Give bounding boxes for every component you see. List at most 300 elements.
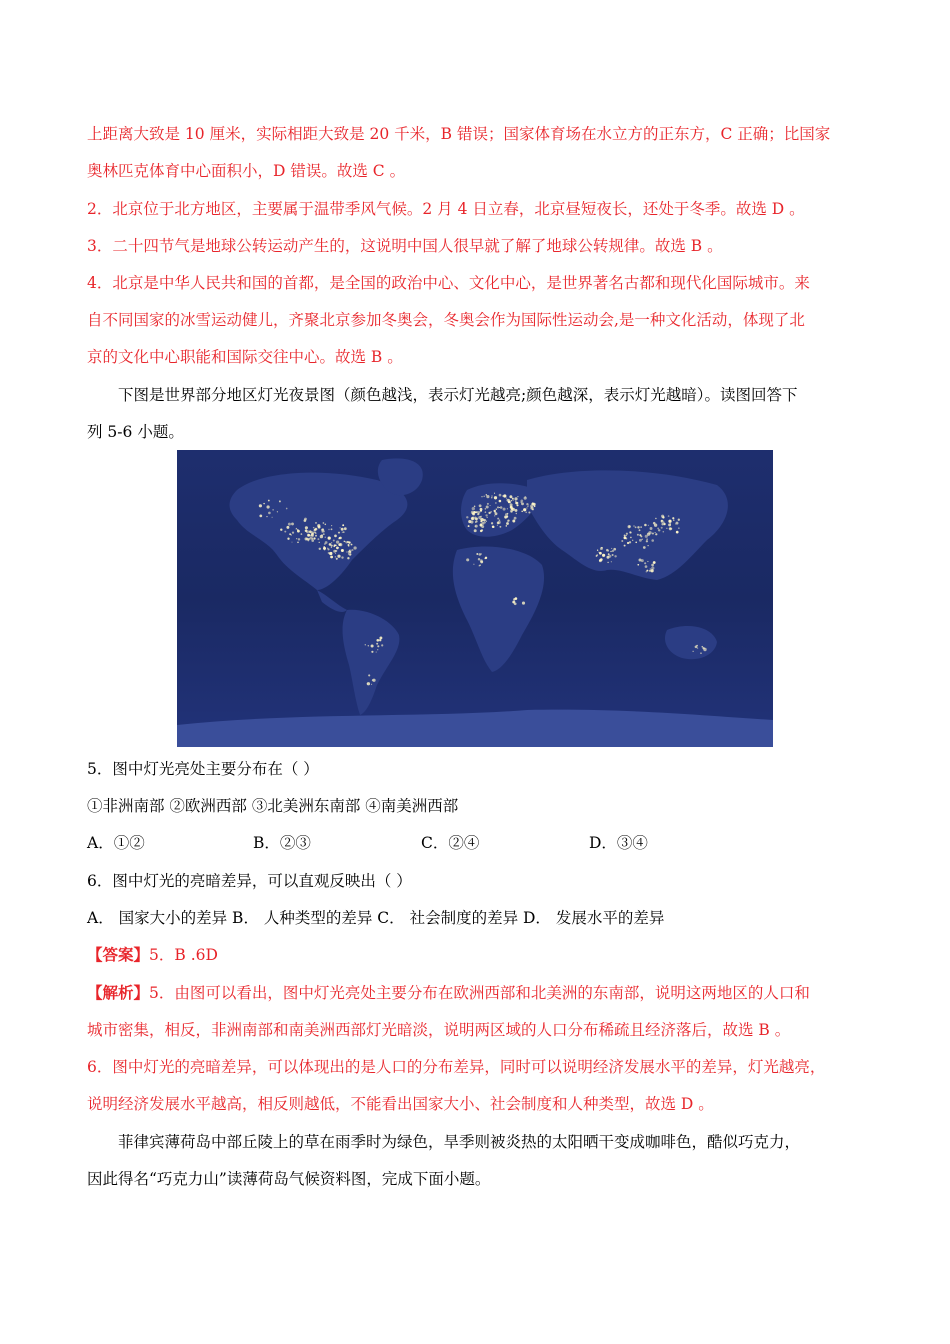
- city-light: [476, 520, 478, 522]
- answer-text: 5．B .6D: [149, 946, 218, 964]
- city-light: [319, 548, 321, 550]
- city-light: [301, 533, 303, 535]
- night-lights-world-map: [177, 450, 773, 747]
- city-light: [602, 554, 605, 557]
- city-light: [311, 539, 314, 542]
- city-light: [336, 546, 339, 549]
- city-light: [650, 527, 653, 530]
- city-light: [608, 555, 611, 558]
- city-light: [335, 553, 336, 554]
- city-light: [308, 538, 310, 540]
- city-light: [266, 516, 267, 517]
- analysis-cont-line-1: 上距离大致是 10 厘米，实际相距大致是 20 千米，B 错误；国家体育场在水立方的正东方，C 正确；比国家: [87, 125, 831, 143]
- city-light: [653, 561, 656, 564]
- city-light: [335, 556, 336, 557]
- city-light: [472, 507, 475, 510]
- city-light: [328, 529, 329, 530]
- city-light: [475, 525, 478, 528]
- city-light: [507, 521, 508, 522]
- city-light: [514, 497, 517, 500]
- city-light: [334, 544, 336, 546]
- city-light: [268, 512, 271, 515]
- city-light: [468, 525, 470, 527]
- city-light: [333, 539, 335, 541]
- city-light: [330, 556, 333, 559]
- city-light: [644, 524, 647, 527]
- city-light: [608, 550, 609, 551]
- city-light: [507, 513, 508, 514]
- q5-option-b: B．②③: [253, 834, 311, 852]
- city-light: [349, 553, 352, 556]
- city-light: [368, 674, 370, 676]
- city-light: [485, 511, 487, 513]
- q5-option-c: C．②④: [421, 834, 480, 852]
- city-light: [287, 538, 289, 540]
- city-light: [663, 522, 664, 523]
- city-light: [480, 510, 482, 512]
- city-light: [515, 501, 516, 502]
- city-light: [476, 553, 478, 555]
- city-light: [376, 643, 378, 645]
- intro-line-2: 列 5-6 小题。: [87, 423, 184, 441]
- city-light: [315, 535, 317, 537]
- city-light: [526, 503, 528, 505]
- city-light: [321, 529, 324, 532]
- city-light: [630, 537, 632, 539]
- city-light: [315, 522, 317, 524]
- city-light: [629, 541, 631, 543]
- city-light: [599, 552, 602, 555]
- city-light: [297, 529, 299, 531]
- city-light: [624, 545, 626, 547]
- city-light: [504, 515, 507, 518]
- city-light: [327, 548, 328, 549]
- city-light: [515, 597, 518, 600]
- city-light: [472, 513, 474, 515]
- city-light: [701, 646, 703, 648]
- analysis-text-1: 5．由图可以看出，图中灯光亮处主要分布在欧洲西部和北美洲的东南部，说明这两地区的人口和: [149, 984, 810, 1002]
- city-light: [663, 523, 665, 525]
- city-light: [494, 493, 495, 494]
- city-light: [626, 533, 628, 535]
- city-light: [259, 504, 262, 507]
- city-light: [341, 528, 344, 531]
- city-light: [486, 494, 487, 495]
- city-light: [342, 524, 344, 526]
- city-light: [512, 498, 514, 500]
- analysis-item-4-line-3: 京的文化中心职能和国际交往中心。故选 B 。: [87, 348, 403, 366]
- city-light: [598, 552, 599, 553]
- city-light: [517, 496, 518, 497]
- city-light: [331, 545, 333, 547]
- answer-line: [87, 944, 218, 966]
- city-light: [597, 550, 598, 551]
- city-light: [466, 516, 468, 518]
- city-light: [695, 645, 698, 648]
- city-light: [344, 527, 347, 530]
- city-light: [494, 510, 496, 512]
- city-light: [517, 502, 519, 504]
- city-light: [474, 529, 477, 532]
- city-light: [480, 524, 483, 527]
- q5-option-a: A．①②: [87, 834, 145, 852]
- city-light: [607, 562, 608, 563]
- city-light: [342, 532, 343, 533]
- city-light: [613, 548, 616, 551]
- city-light: [642, 539, 643, 540]
- city-light: [325, 537, 326, 538]
- city-light: [640, 526, 641, 527]
- city-light: [341, 549, 344, 552]
- q5-stem: 5．图中灯光亮处主要分布在（ ）: [87, 760, 319, 778]
- city-light: [628, 525, 630, 527]
- city-light: [661, 520, 664, 523]
- city-light: [485, 508, 486, 509]
- city-light: [599, 559, 601, 561]
- city-light: [514, 517, 517, 520]
- analysis-item-3: 3．二十四节气是地球公转运动产生的，这说明中国人很早就了解了地球公转规律。故选 B 。: [87, 237, 723, 255]
- city-light: [506, 525, 508, 527]
- city-light: [497, 525, 498, 526]
- analysis-line-2: 城市密集，相反，非洲南部和南美洲西部灯光暗淡，说明两区域的人口分布稀疏且经济落后，故选 B 。: [87, 1021, 791, 1039]
- city-light: [353, 546, 356, 549]
- city-light: [346, 551, 347, 552]
- city-light: [525, 511, 527, 513]
- city-light: [310, 537, 313, 540]
- city-light: [331, 525, 332, 526]
- city-light: [512, 499, 513, 500]
- city-light: [521, 502, 522, 503]
- city-light: [491, 497, 492, 498]
- city-light: [611, 548, 612, 549]
- city-light: [348, 544, 350, 546]
- city-light: [512, 508, 515, 511]
- city-light: [371, 684, 372, 685]
- city-light: [655, 533, 657, 535]
- city-light: [365, 644, 366, 645]
- city-light: [601, 547, 603, 549]
- q6-stem: 6．图中灯光的亮暗差异，可以直观反映出（ ）: [87, 872, 412, 890]
- city-light: [678, 519, 680, 521]
- city-light: [320, 535, 323, 538]
- city-light: [651, 566, 654, 569]
- city-light: [351, 549, 353, 551]
- city-light: [480, 559, 483, 562]
- city-light: [484, 522, 485, 523]
- city-light: [367, 682, 370, 685]
- city-light: [497, 506, 499, 508]
- city-light: [527, 506, 528, 507]
- city-light: [528, 511, 530, 513]
- city-light: [336, 558, 338, 560]
- city-light: [494, 496, 497, 499]
- city-light: [490, 511, 491, 512]
- city-light: [340, 544, 341, 545]
- city-light: [331, 542, 332, 543]
- city-light: [668, 515, 670, 517]
- city-light: [296, 528, 297, 529]
- city-light: [372, 679, 375, 682]
- city-light: [644, 562, 646, 564]
- city-light: [653, 522, 656, 525]
- next-intro-line-1: 菲律宾薄荷岛中部丘陵上的草在雨季时为绿色，旱季则被炎热的太阳晒干变成咖啡色，酷似巧克力，: [118, 1133, 801, 1151]
- city-light: [499, 494, 502, 497]
- city-light: [608, 553, 610, 555]
- city-light: [291, 542, 292, 543]
- city-light: [521, 510, 523, 512]
- city-light: [483, 496, 485, 498]
- city-light: [336, 540, 339, 543]
- city-light: [646, 540, 648, 542]
- city-light: [473, 564, 474, 565]
- city-light: [614, 555, 616, 557]
- city-light: [376, 652, 377, 653]
- city-light: [488, 512, 490, 514]
- city-light: [296, 538, 297, 539]
- city-light: [485, 514, 487, 516]
- city-light: [340, 527, 341, 528]
- city-light: [645, 565, 648, 568]
- city-light: [516, 513, 517, 514]
- city-light: [263, 503, 264, 504]
- city-light: [486, 505, 489, 508]
- q5-choices: ①非洲南部 ②欧洲西部 ③北美洲东南部 ④南美洲西部: [87, 797, 459, 815]
- city-light: [280, 529, 282, 531]
- city-light: [630, 532, 632, 534]
- city-light: [487, 503, 489, 505]
- city-light: [479, 565, 481, 567]
- city-light: [490, 505, 491, 506]
- city-light: [668, 520, 671, 523]
- city-light: [525, 496, 526, 497]
- city-light: [307, 534, 310, 537]
- city-light: [331, 528, 333, 530]
- city-light: [481, 496, 482, 497]
- city-light: [379, 639, 381, 641]
- city-light: [503, 508, 506, 511]
- city-light: [493, 526, 495, 528]
- city-light: [272, 509, 273, 510]
- city-light: [637, 526, 639, 528]
- city-light: [297, 542, 299, 544]
- city-light: [511, 500, 512, 501]
- next-intro-line-2: 因此得名“巧克力山”读薄荷岛气候资料图，完成下面小题。: [87, 1170, 491, 1188]
- answer-label: 【答案】: [87, 945, 150, 964]
- city-light: [487, 517, 488, 518]
- city-light: [650, 568, 652, 570]
- city-light: [647, 561, 648, 562]
- city-light: [315, 532, 317, 534]
- city-light: [635, 541, 637, 543]
- city-light: [313, 537, 315, 539]
- city-light: [317, 538, 319, 540]
- city-light: [649, 570, 651, 572]
- city-light: [348, 541, 350, 543]
- city-light: [596, 555, 598, 557]
- city-light: [624, 536, 627, 539]
- city-light: [499, 526, 501, 528]
- city-light: [479, 504, 482, 507]
- city-light: [506, 522, 509, 525]
- city-light: [648, 525, 649, 526]
- analysis-item-4-line-2: 自不同国家的冰雪运动健儿，齐聚北京参加冬奥会，冬奥会作为国际性运动会,是一种文化活动，体现了北: [87, 311, 805, 329]
- city-light: [635, 526, 637, 528]
- city-light: [381, 644, 383, 646]
- city-light: [507, 508, 508, 509]
- city-light: [643, 546, 646, 549]
- city-light: [324, 546, 325, 547]
- city-light: [610, 551, 611, 552]
- analysis-line-1: [87, 982, 810, 1004]
- city-light: [530, 505, 533, 508]
- city-light: [506, 498, 507, 499]
- city-light: [272, 517, 273, 518]
- city-light: [672, 517, 674, 519]
- city-light: [474, 506, 476, 508]
- city-light: [324, 543, 326, 545]
- city-light: [470, 520, 473, 523]
- city-light: [637, 534, 639, 536]
- city-light: [305, 529, 308, 532]
- city-light: [496, 508, 497, 509]
- city-light: [640, 535, 642, 537]
- city-light: [515, 509, 518, 512]
- city-light: [647, 545, 648, 546]
- city-light: [480, 519, 481, 520]
- city-light: [329, 552, 332, 555]
- city-light: [499, 507, 500, 508]
- city-light: [475, 517, 478, 520]
- city-light: [678, 527, 679, 528]
- city-light: [371, 644, 374, 647]
- city-light: [318, 526, 321, 529]
- city-light: [486, 521, 487, 522]
- city-light: [314, 529, 317, 532]
- city-light: [476, 511, 478, 513]
- city-light: [512, 520, 515, 523]
- city-light: [377, 649, 378, 650]
- city-light: [377, 645, 379, 647]
- city-light: [347, 557, 349, 559]
- city-light: [344, 541, 345, 542]
- city-light: [466, 558, 469, 561]
- city-light: [521, 502, 524, 505]
- city-light: [371, 651, 373, 653]
- city-light: [343, 531, 345, 533]
- city-light: [341, 556, 343, 558]
- city-light: [376, 639, 379, 642]
- city-light: [305, 526, 308, 529]
- city-light: [286, 508, 288, 510]
- city-light: [700, 653, 701, 654]
- city-light: [523, 508, 526, 511]
- city-light: [477, 513, 479, 515]
- city-light: [497, 518, 499, 520]
- city-light: [626, 535, 627, 536]
- city-light: [284, 531, 286, 533]
- city-light: [259, 515, 262, 518]
- city-light: [311, 531, 314, 534]
- city-light: [323, 547, 326, 550]
- analysis-cont-line-2: 奥林匹克体育中心面积小，D 错误。故选 C 。: [87, 162, 406, 180]
- city-light: [661, 527, 663, 529]
- city-light: [483, 519, 486, 522]
- city-light: [305, 537, 308, 540]
- city-light: [279, 500, 281, 502]
- map-graphic: [177, 450, 773, 747]
- city-light: [491, 522, 493, 524]
- city-light: [331, 547, 332, 548]
- city-light: [291, 522, 294, 525]
- city-light: [337, 555, 340, 558]
- city-light: [480, 530, 482, 532]
- city-light: [290, 534, 292, 536]
- city-light: [277, 511, 278, 512]
- city-light: [637, 564, 639, 566]
- city-light: [632, 540, 633, 541]
- city-light: [670, 523, 671, 524]
- city-light: [508, 501, 511, 504]
- city-light: [334, 535, 337, 538]
- city-light: [379, 636, 382, 639]
- city-light: [509, 495, 512, 498]
- city-light: [621, 540, 623, 542]
- city-light: [646, 571, 647, 572]
- city-light: [624, 535, 626, 537]
- city-light: [368, 645, 369, 646]
- city-light: [351, 544, 353, 546]
- city-light: [657, 527, 659, 529]
- city-light: [288, 523, 291, 526]
- city-light: [516, 504, 518, 506]
- city-light: [612, 554, 614, 556]
- city-light: [666, 528, 667, 529]
- city-light: [499, 500, 502, 503]
- city-light: [484, 558, 485, 559]
- city-light: [298, 538, 300, 540]
- city-light: [478, 558, 480, 560]
- city-light: [512, 601, 515, 604]
- city-light: [676, 522, 679, 525]
- city-light: [673, 520, 674, 521]
- city-light: [267, 505, 270, 508]
- city-light: [639, 529, 641, 531]
- city-light: [304, 519, 307, 522]
- city-light: [648, 531, 651, 534]
- city-light: [633, 525, 635, 527]
- city-light: [286, 526, 289, 529]
- analysis-item-2: 2．北京位于北方地区，主要属于温带季风气候。2 月 4 日立春，北京昼短夜长，还处于冬季。故选 D 。: [87, 200, 805, 218]
- city-light: [662, 516, 664, 518]
- city-light: [669, 527, 672, 530]
- analysis-item-4-line-1: 4．北京是中华人民共和国的首都，是全国的政治中心、文化中心，是世界著名古都和现代化国际城市。来: [87, 274, 810, 292]
- analysis-line-3: 6．图中灯光的亮暗差异，可以体现出的是人口的分布差异，同时可以说明经济发展水平的差异，灯光越亮，: [87, 1058, 826, 1076]
- city-light: [324, 549, 325, 550]
- city-light: [702, 647, 704, 649]
- city-light: [268, 500, 270, 502]
- q5-option-d: D．③④: [589, 834, 648, 852]
- city-light: [495, 502, 496, 503]
- city-light: [639, 539, 642, 542]
- analysis-line-4: 说明经济发展水平越高，相反则越低，不能看出国家大小、社会制度和人种类型，故选 D 。: [87, 1095, 714, 1113]
- city-light: [611, 561, 612, 562]
- city-light: [651, 564, 654, 567]
- city-light: [486, 495, 489, 498]
- city-light: [479, 553, 482, 556]
- city-light: [338, 532, 340, 534]
- city-light: [319, 542, 320, 543]
- city-light: [655, 518, 656, 519]
